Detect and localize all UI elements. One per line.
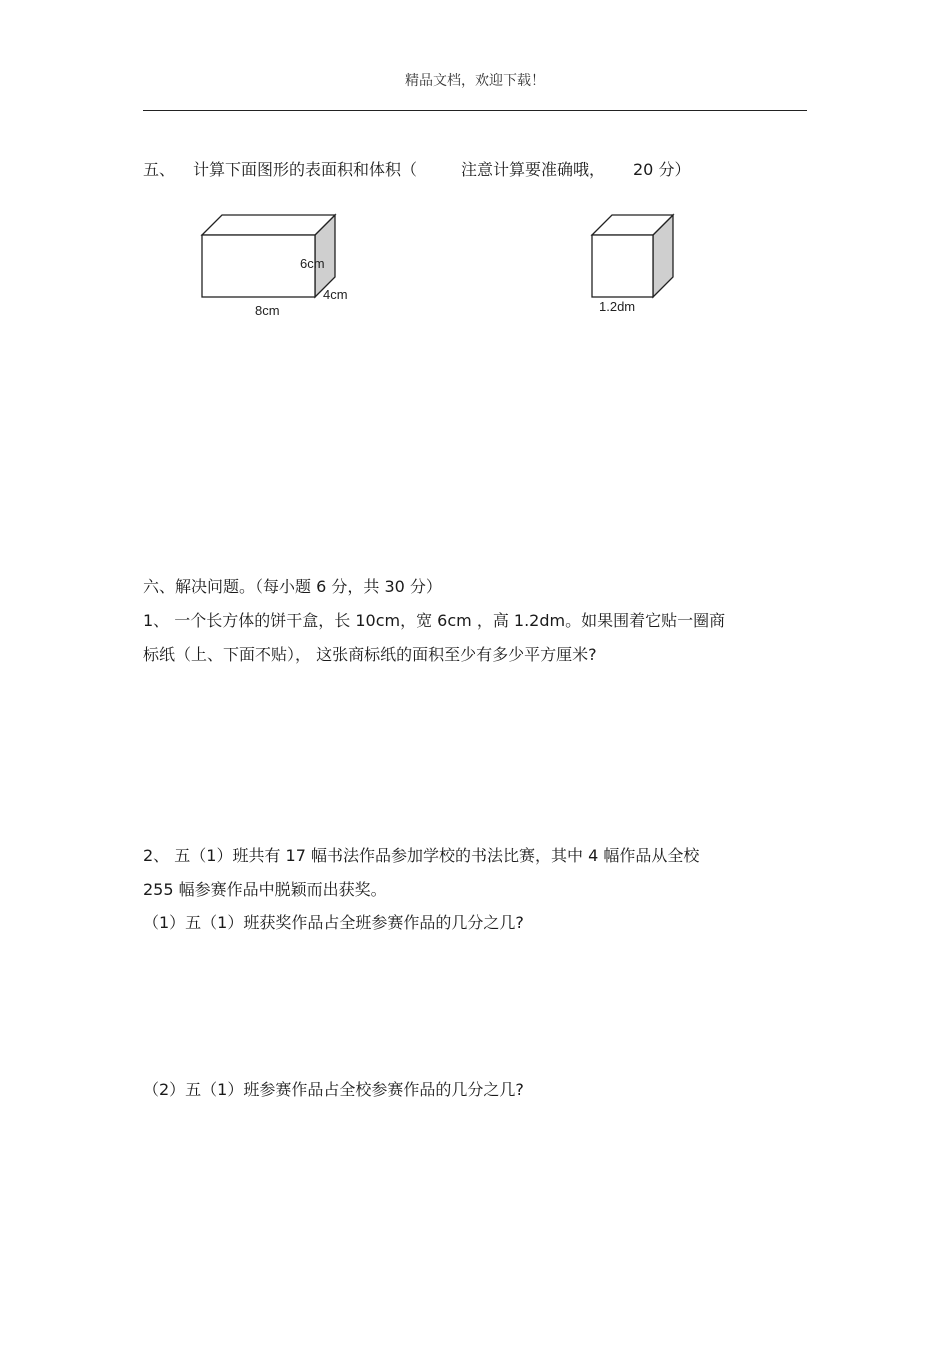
cube-front-face (592, 235, 653, 297)
q2-sub1: （1）五（1）班获奖作品占全班参赛作品的几分之几? (143, 913, 524, 932)
cuboid-length-label: 8cm (255, 303, 280, 318)
section6-title: 六、解决问题。（每小题 6 分，共 30 分） (143, 577, 442, 596)
section5-points: 20 分） (633, 160, 691, 179)
q2-line1: 2、 五（1）班共有 17 幅书法作品参加学校的书法比赛，其中 4 幅作品从全校 (143, 846, 700, 865)
cube-figure (0, 0, 950, 340)
cuboid-depth-label: 4cm (323, 287, 348, 302)
section5-title: 计算下面图形的表面积和体积（ (193, 160, 418, 179)
q2-line2: 255 幅参赛作品中脱颖而出获奖。 (143, 880, 387, 899)
q1-line2: 标纸（上、下面不贴）， 这张商标纸的面积至少有多少平方厘米? (143, 645, 597, 664)
section5-note: 注意计算要准确哦， (461, 160, 606, 179)
page-header: 精品文档，欢迎下载！ (405, 73, 545, 89)
section5-number: 五、 (143, 160, 176, 179)
q2-sub2: （2）五（1）班参赛作品占全校参赛作品的几分之几? (143, 1080, 524, 1099)
q1-line1: 1、 一个长方体的饼干盒，长 10cm，宽 6cm ，高 1.2dm。如果围着它贴一圈商 (143, 611, 726, 630)
cube-edge-label: 1.2dm (599, 299, 636, 314)
cuboid-height-label: 6cm (300, 256, 325, 271)
